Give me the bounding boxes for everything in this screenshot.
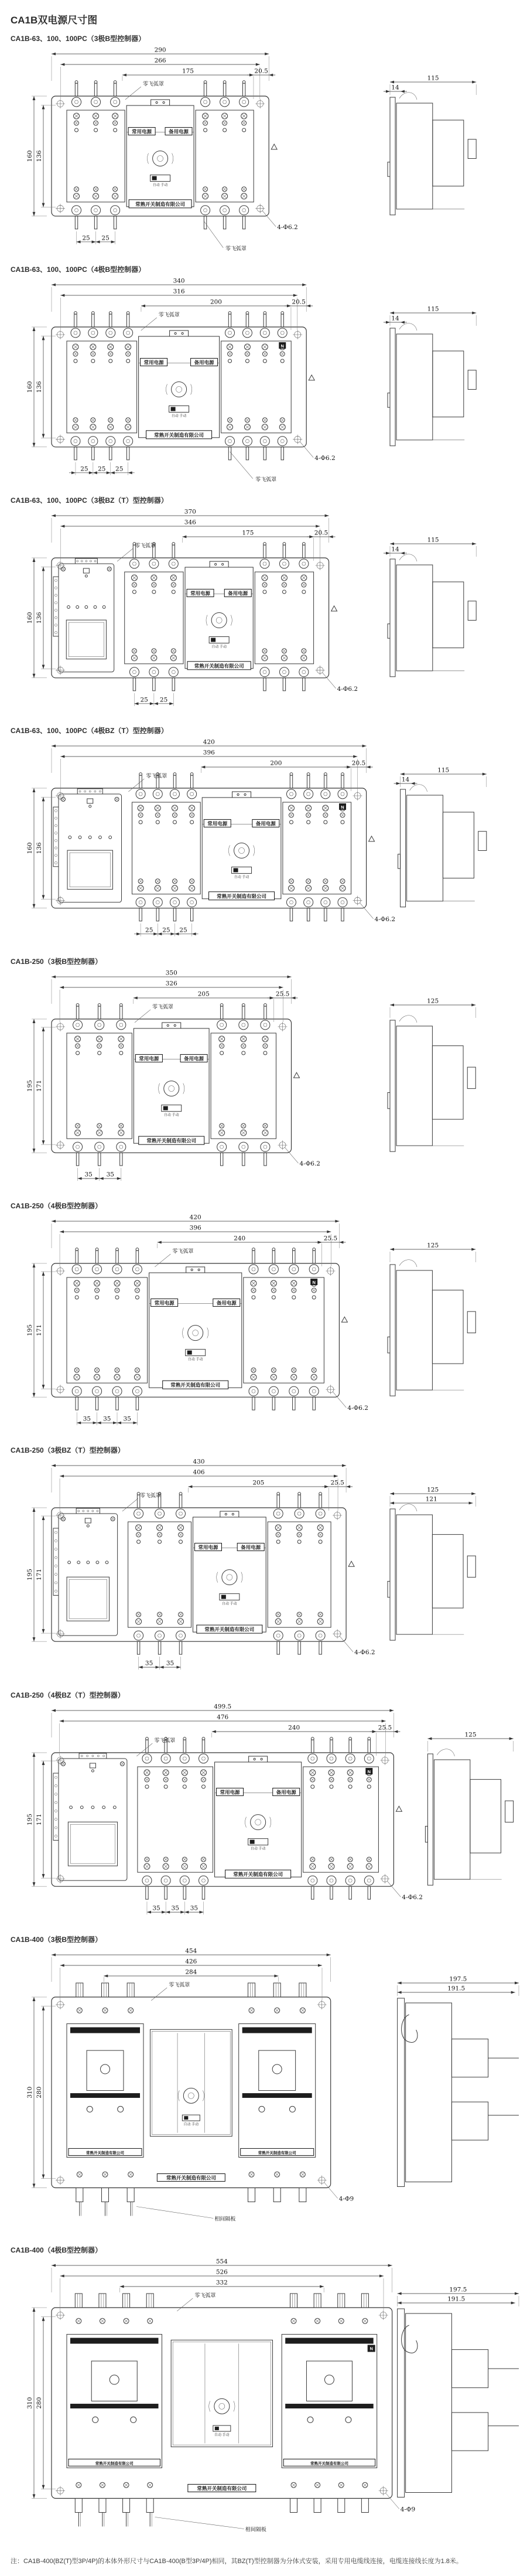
svg-text:195: 195	[26, 1813, 34, 1825]
svg-text:25.5: 25.5	[330, 1479, 344, 1487]
section-title: CA1B-63、100、100PC（4极B型控制器）	[11, 265, 146, 274]
svg-text:4-Φ6.2: 4-Φ6.2	[314, 454, 336, 462]
footnote: 注：CA1B-400(BZ(T)型3P/4P)的本体外形尺寸与CA1B-400(B型3P/4P)相同，其BZ(T)型控制器为分体式安装，采用专用电缆线连接，电缆连接线长度为1.8米。	[11, 2557, 463, 2565]
svg-text:20.5: 20.5	[254, 67, 268, 75]
svg-text:备用电源: 备用电源	[255, 820, 276, 827]
svg-text:426: 426	[185, 1958, 197, 1965]
svg-text:266: 266	[154, 57, 166, 64]
front-view	[52, 1004, 299, 1166]
svg-text:零飞弧罩: 零飞弧罩	[139, 1493, 161, 1499]
svg-text:常熟开关制造有限公司: 常熟开关制造有限公司	[310, 2462, 348, 2466]
svg-text:240: 240	[288, 1724, 300, 1732]
svg-text:284: 284	[185, 1968, 197, 1976]
svg-text:25: 25	[159, 696, 168, 703]
drawing-canvas-3	[11, 506, 526, 720]
svg-text:常用电源: 常用电源	[132, 128, 152, 135]
svg-text:25.5: 25.5	[378, 1724, 392, 1732]
front-view	[52, 1493, 354, 1655]
svg-text:零飞弧罩: 零飞弧罩	[154, 1737, 176, 1743]
svg-text:420: 420	[189, 1214, 201, 1221]
svg-text:160: 160	[26, 611, 34, 623]
side-view	[398, 1975, 519, 2186]
svg-text:499.5: 499.5	[214, 1703, 232, 1710]
svg-text:195: 195	[26, 1324, 34, 1337]
svg-text:136: 136	[36, 381, 43, 393]
svg-text:备用电源: 备用电源	[228, 590, 248, 597]
svg-text:常熟开关制造有限公司: 常熟开关制造有限公司	[95, 2462, 134, 2466]
svg-text:171: 171	[36, 1324, 43, 1337]
svg-text:526: 526	[215, 2268, 228, 2276]
svg-text:191.5: 191.5	[447, 1985, 466, 1992]
svg-text:常用电源: 常用电源	[198, 1544, 218, 1551]
side-view	[384, 74, 476, 214]
svg-text:35: 35	[103, 1415, 111, 1423]
svg-text:200: 200	[270, 759, 282, 767]
svg-text:自动 手动: 自动 手动	[183, 2122, 199, 2127]
svg-text:195: 195	[26, 1569, 34, 1581]
svg-text:常熟开关制造有限公司: 常熟开关制造有限公司	[146, 1137, 197, 1144]
svg-text:115: 115	[427, 74, 439, 82]
section-title: CA1B-400（4极B型控制器）	[11, 2246, 102, 2255]
svg-text:136: 136	[36, 611, 43, 623]
svg-text:370: 370	[184, 508, 196, 516]
svg-text:476: 476	[217, 1713, 229, 1721]
section-title: CA1B-250（3极BZ（T）型控制器）	[11, 1446, 125, 1455]
svg-text:常用电源: 常用电源	[207, 820, 228, 827]
svg-text:备用电源: 备用电源	[194, 359, 214, 366]
svg-text:自动 手动: 自动 手动	[152, 183, 168, 188]
side-view	[394, 767, 487, 907]
svg-text:零飞弧罩: 零飞弧罩	[142, 80, 164, 87]
svg-text:35: 35	[106, 1171, 114, 1178]
svg-text:零飞弧罩: 零飞弧罩	[169, 1981, 190, 1988]
section-title: CA1B-250（4极BZ（T）型控制器）	[11, 1691, 125, 1699]
svg-text:175: 175	[242, 529, 254, 537]
svg-text:零飞弧罩: 零飞弧罩	[146, 773, 167, 779]
svg-text:205: 205	[252, 1479, 265, 1487]
svg-text:4-Φ6.2: 4-Φ6.2	[277, 223, 298, 231]
svg-text:171: 171	[36, 1080, 43, 1092]
svg-text:25: 25	[98, 465, 106, 473]
svg-text:常熟开关制造有限公司: 常熟开关制造有限公司	[154, 432, 204, 438]
svg-text:备用电源: 备用电源	[241, 1544, 261, 1551]
side-view	[388, 1242, 475, 1396]
svg-text:自动 手动: 自动 手动	[250, 1847, 266, 1851]
svg-text:相间隔板: 相间隔板	[245, 2526, 266, 2533]
section-4	[11, 725, 520, 950]
svg-text:20.5: 20.5	[314, 529, 328, 537]
svg-text:197.5: 197.5	[449, 1975, 467, 1983]
svg-text:4-Φ9: 4-Φ9	[338, 2195, 354, 2203]
svg-text:115: 115	[437, 766, 450, 774]
svg-text:零飞弧罩: 零飞弧罩	[152, 1004, 173, 1010]
svg-text:35: 35	[145, 1660, 153, 1668]
section-title: CA1B-63、100、100PC（4极BZ（T）型控制器）	[11, 727, 168, 735]
drawing-canvas-1	[11, 45, 526, 258]
dimension-drawing	[11, 967, 526, 1195]
side-view	[388, 1487, 475, 1641]
svg-text:常用电源: 常用电源	[154, 1300, 174, 1306]
drawing-canvas-8	[11, 1701, 526, 1928]
svg-text:4-Φ6.2: 4-Φ6.2	[337, 685, 358, 693]
svg-text:14: 14	[391, 546, 399, 553]
front-view	[52, 1737, 402, 1899]
dimension-drawing	[11, 275, 526, 489]
svg-text:自动 手动: 自动 手动	[171, 414, 187, 418]
svg-text:396: 396	[203, 749, 215, 757]
svg-text:4-Φ6.2: 4-Φ6.2	[402, 1893, 423, 1901]
svg-text:常用电源: 常用电源	[139, 1055, 159, 1062]
svg-text:N: N	[369, 2346, 373, 2352]
svg-text:35: 35	[152, 1904, 160, 1912]
svg-text:20.5: 20.5	[292, 298, 306, 306]
svg-text:备用电源: 备用电源	[216, 1300, 237, 1306]
drawing-canvas-9	[11, 1945, 526, 2240]
svg-text:171: 171	[36, 1569, 43, 1581]
svg-text:常熟开关制造有限公司: 常熟开关制造有限公司	[135, 201, 186, 207]
svg-text:相间隔板: 相间隔板	[214, 2216, 236, 2222]
svg-text:4-Φ6.2: 4-Φ6.2	[374, 916, 396, 924]
svg-text:340: 340	[173, 277, 185, 285]
svg-text:14: 14	[401, 776, 410, 783]
svg-text:35: 35	[123, 1415, 131, 1423]
drawing-canvas-4	[11, 737, 526, 950]
svg-text:290: 290	[154, 46, 166, 54]
svg-text:25: 25	[115, 465, 124, 473]
svg-text:N: N	[367, 1769, 371, 1774]
svg-text:20.5: 20.5	[351, 759, 366, 767]
svg-text:136: 136	[36, 842, 43, 854]
svg-text:4-Φ9: 4-Φ9	[400, 2506, 416, 2513]
svg-text:25: 25	[140, 696, 148, 703]
svg-text:280: 280	[36, 2086, 43, 2098]
svg-text:191.5: 191.5	[447, 2295, 466, 2303]
svg-text:自动 手动: 自动 手动	[214, 2434, 230, 2438]
section-2	[11, 264, 520, 489]
svg-text:332: 332	[215, 2279, 228, 2287]
svg-text:零飞弧罩: 零飞弧罩	[255, 476, 277, 482]
drawing-canvas-10	[11, 2256, 526, 2550]
svg-text:常用电源: 常用电源	[220, 1789, 240, 1795]
section-title: CA1B-250（4极B型控制器）	[11, 1202, 102, 1211]
svg-text:常用电源: 常用电源	[143, 359, 164, 366]
front-view	[52, 773, 375, 921]
svg-text:125: 125	[427, 1486, 439, 1494]
front-view	[52, 2294, 392, 2533]
svg-text:备用电源: 备用电源	[184, 1055, 204, 1062]
svg-text:零飞弧罩: 零飞弧罩	[194, 2292, 216, 2299]
svg-text:326: 326	[165, 980, 177, 987]
svg-text:125: 125	[427, 1242, 439, 1249]
svg-text:备用电源: 备用电源	[169, 128, 189, 135]
svg-text:160: 160	[26, 842, 34, 854]
section-7	[11, 1445, 520, 1684]
svg-text:4-Φ6.2: 4-Φ6.2	[354, 1649, 375, 1657]
svg-text:常熟开关制造有限公司: 常熟开关制造有限公司	[194, 662, 244, 669]
front-view	[52, 311, 314, 459]
side-view	[384, 536, 476, 676]
svg-text:自动 手动: 自动 手动	[211, 645, 227, 649]
svg-text:常熟开关制造有限公司: 常熟开关制造有限公司	[86, 2151, 125, 2155]
svg-text:25: 25	[80, 465, 88, 473]
svg-text:25.5: 25.5	[275, 990, 290, 998]
svg-text:N: N	[280, 343, 284, 349]
drawing-canvas-5	[11, 967, 526, 1195]
svg-text:316: 316	[173, 288, 185, 295]
svg-text:零飞弧罩: 零飞弧罩	[135, 542, 156, 548]
svg-text:自动 手动: 自动 手动	[222, 1603, 237, 1607]
svg-text:N: N	[312, 1280, 316, 1286]
svg-text:346: 346	[184, 519, 196, 526]
svg-text:常熟开关制造有限公司: 常熟开关制造有限公司	[170, 1382, 221, 1388]
drawing-canvas-2	[11, 275, 526, 489]
svg-text:175: 175	[182, 67, 194, 75]
svg-text:常熟开关制造有限公司: 常熟开关制造有限公司	[258, 2151, 296, 2155]
svg-text:310: 310	[26, 2397, 33, 2410]
svg-text:35: 35	[166, 1660, 174, 1668]
svg-text:常熟开关制造有限公司: 常熟开关制造有限公司	[197, 2485, 247, 2492]
svg-text:14: 14	[391, 315, 399, 322]
front-view	[52, 1248, 347, 1410]
side-view	[398, 2287, 519, 2497]
section-title: CA1B-63、100、100PC（3极B型控制器）	[11, 35, 146, 43]
dimension-drawing	[11, 1701, 526, 1928]
dimension-drawing	[11, 1456, 526, 1684]
page-title: CA1B双电源尺寸图	[11, 15, 98, 26]
svg-text:396: 396	[189, 1224, 201, 1232]
section-title: CA1B-63、100、100PC（3极BZ（T）型控制器）	[11, 496, 168, 505]
svg-text:554: 554	[215, 2258, 228, 2265]
section-1	[11, 33, 520, 258]
svg-text:454: 454	[185, 1947, 197, 1955]
front-view	[52, 542, 337, 690]
dimension-drawing	[11, 45, 526, 258]
svg-text:240: 240	[234, 1235, 246, 1242]
svg-text:25.5: 25.5	[323, 1235, 338, 1242]
svg-text:35: 35	[171, 1904, 179, 1912]
section-title: CA1B-250（3极B型控制器）	[11, 958, 102, 966]
svg-text:常熟开关制造有限公司: 常熟开关制造有限公司	[204, 1627, 255, 1633]
dimension-drawing	[11, 1945, 526, 2240]
svg-text:197.5: 197.5	[449, 2286, 467, 2294]
svg-text:4-Φ6.2: 4-Φ6.2	[347, 1405, 368, 1412]
svg-text:35: 35	[84, 1171, 93, 1178]
svg-text:121: 121	[425, 1495, 437, 1503]
svg-text:备用电源: 备用电源	[276, 1789, 296, 1795]
svg-text:零飞弧罩: 零飞弧罩	[172, 1248, 194, 1255]
section-9	[11, 1934, 520, 2240]
side-view	[425, 1731, 513, 1885]
dimension-drawing	[11, 737, 526, 950]
svg-text:25: 25	[82, 234, 90, 242]
svg-text:35: 35	[190, 1904, 199, 1912]
svg-text:205: 205	[197, 990, 210, 998]
front-view	[52, 1983, 331, 2222]
svg-text:零飞弧罩: 零飞弧罩	[158, 311, 180, 318]
svg-text:430: 430	[193, 1458, 205, 1466]
section-3	[11, 495, 520, 720]
svg-text:406: 406	[193, 1468, 205, 1476]
svg-text:310: 310	[26, 2086, 33, 2098]
svg-text:200: 200	[210, 298, 222, 306]
svg-text:160: 160	[26, 150, 34, 162]
svg-text:4-Φ6.2: 4-Φ6.2	[299, 1160, 320, 1168]
section-5	[11, 956, 520, 1195]
svg-text:195: 195	[26, 1080, 34, 1092]
svg-text:171: 171	[36, 1813, 43, 1825]
svg-text:常熟开关制造有限公司: 常熟开关制造有限公司	[166, 2175, 216, 2181]
svg-text:115: 115	[427, 305, 439, 313]
svg-text:125: 125	[427, 997, 439, 1005]
svg-text:N: N	[341, 805, 344, 810]
section-10	[11, 2245, 520, 2550]
side-view	[388, 998, 475, 1152]
svg-text:25: 25	[162, 926, 170, 934]
svg-text:常熟开关制造有限公司: 常熟开关制造有限公司	[217, 893, 266, 899]
svg-text:常熟开关制造有限公司: 常熟开关制造有限公司	[233, 1871, 283, 1878]
svg-text:25: 25	[145, 926, 153, 934]
drawing-canvas-6	[11, 1212, 526, 1439]
drawing-canvas-7	[11, 1456, 526, 1684]
svg-text:160: 160	[26, 381, 34, 393]
svg-text:280: 280	[36, 2397, 43, 2410]
svg-text:自动 手动: 自动 手动	[187, 1358, 203, 1362]
side-view	[384, 305, 476, 445]
svg-text:25: 25	[179, 926, 187, 934]
svg-text:常用电源: 常用电源	[190, 590, 211, 597]
svg-text:420: 420	[203, 738, 215, 746]
section-8	[11, 1690, 520, 1928]
svg-text:自动 手动: 自动 手动	[234, 875, 249, 880]
section-6	[11, 1201, 520, 1439]
dimension-drawing	[11, 506, 526, 720]
svg-text:136: 136	[36, 150, 43, 162]
svg-text:115: 115	[427, 536, 439, 544]
dimension-drawing	[11, 1212, 526, 1439]
svg-text:25: 25	[101, 234, 109, 242]
svg-text:零飞弧罩: 零飞弧罩	[225, 245, 247, 251]
svg-text:14: 14	[391, 84, 399, 91]
section-title: CA1B-400（3极B型控制器）	[11, 1935, 102, 1944]
svg-text:350: 350	[165, 969, 177, 977]
svg-text:125: 125	[464, 1731, 477, 1739]
svg-text:自动 手动: 自动 手动	[163, 1113, 179, 1117]
dimension-drawing	[11, 2256, 526, 2550]
svg-text:35: 35	[83, 1415, 91, 1423]
front-view	[52, 81, 277, 229]
